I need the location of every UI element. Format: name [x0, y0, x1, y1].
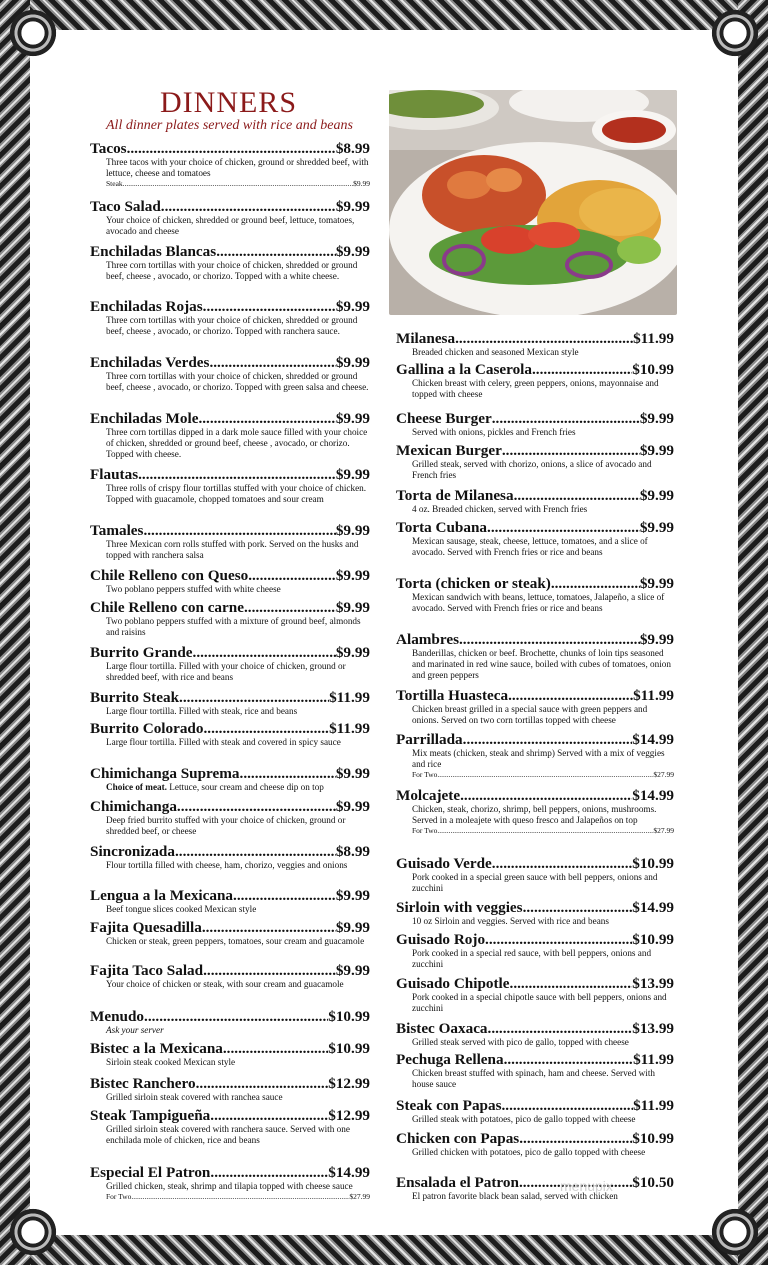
menu-item-description: Mexican sausage, steak, cheese, lettuce, tomatoes, and a slice of avocado. Served with French fries or rice and beans — [412, 536, 648, 557]
menu-item-price: $10.99 — [328, 1008, 370, 1025]
menu-item-name: Bistec Ranchero — [90, 1075, 196, 1092]
menu-item-price: $14.99 — [632, 899, 674, 916]
menu-item-description: Grilled chicken, steak, shrimp and tilapia topped with cheese sauce — [106, 1181, 353, 1191]
menu-item-name: Chimichanga Suprema — [90, 765, 240, 782]
menu-item-header — [90, 1075, 370, 1092]
menu-item-header — [396, 931, 674, 948]
menu-item-price: $9.99 — [639, 631, 674, 648]
menu-item-price: $13.99 — [632, 1020, 674, 1037]
menu-item-name: Lengua a la Mexicana — [90, 887, 234, 904]
rope-border-bottom — [0, 1235, 768, 1265]
menu-item-name: Fajita Taco Salad — [90, 962, 204, 979]
dot-leader — [492, 410, 640, 427]
menu-item-description: Two poblano peppers stuffed with a mixture of ground beef, almonds and raisins — [106, 616, 361, 637]
menu-item-header — [90, 843, 370, 860]
menu-item-description-text: Lettuce, sour cream and cheese dip on top — [166, 782, 324, 792]
menu-item-description: 4 oz. Breaded chicken, served with French fries — [412, 504, 588, 514]
menu-item-name: Molcajete — [396, 787, 461, 804]
menu-item-header — [396, 1051, 674, 1068]
menu-item-price: $9.99 — [335, 644, 370, 661]
menu-item-description: Three corn tortillas with your choice of chicken, shredded or ground beef, cheese , avocado, or chorizo. Topped with a white cheese. — [106, 260, 358, 281]
menu-item — [396, 975, 674, 1014]
dot-leader — [501, 1097, 633, 1114]
rope-knot-icon — [6, 1205, 60, 1259]
option-price: $27.99 — [653, 770, 674, 779]
menu-item-name: Cheese Burger — [396, 410, 492, 427]
watermark: menupix — [560, 1178, 613, 1194]
menu-item-description: Deep fried burrito stuffed with your choice of chicken, ground or shredded beef, or cheese — [106, 815, 346, 836]
dot-leader — [504, 1051, 633, 1068]
menu-item-description: 10 oz Sirloin and veggies. Served with rice and beans — [412, 916, 609, 926]
menu-item-header — [90, 720, 370, 737]
dot-leader — [248, 567, 336, 584]
dot-leader — [161, 198, 336, 215]
menu-item — [396, 330, 674, 358]
menu-item — [396, 631, 674, 681]
dot-leader — [460, 787, 632, 804]
menu-item-header — [90, 198, 370, 215]
menu-item-description: Grilled steak with potatoes, pico de gallo topped with cheese — [412, 1114, 636, 1124]
menu-item-name: Guisado Chipotle — [396, 975, 510, 992]
menu-item-header — [90, 140, 370, 157]
menu-item — [396, 1097, 674, 1125]
menu-item-price: $9.99 — [335, 198, 370, 215]
menu-item-name: Guisado Verde — [396, 855, 492, 872]
menu-item-name: Chimichanga — [90, 798, 177, 815]
menu-item-price: $10.99 — [328, 1040, 370, 1057]
menu-item-price: $12.99 — [328, 1107, 370, 1124]
menu-item-option — [90, 1192, 370, 1202]
menu-item — [90, 720, 370, 748]
menu-item-header — [90, 689, 370, 706]
menu-item-price: $10.99 — [632, 361, 674, 378]
menu-item-description: Large flour tortilla. Filled with steak, rice and beans — [106, 706, 298, 716]
menu-item-description: Grilled steak, served with chorizo, onions, a slice of avocado and French fries — [412, 459, 652, 480]
dot-leader — [488, 1020, 633, 1037]
dot-leader — [502, 442, 640, 459]
menu-item-description: Chicken, steak, chorizo, shrimp, bell peppers, onions, mushrooms. Served in a moleajete with queso fresco and Jalapeños on top — [412, 804, 657, 825]
dot-leader — [244, 599, 336, 616]
menu-item — [396, 1020, 674, 1048]
menu-item-price: $9.99 — [335, 919, 370, 936]
dot-leader — [202, 919, 336, 936]
menu-item-description-emphasis: Choice of meat. — [106, 782, 167, 792]
menu-item-description: Mexican sandwich with beans, lettuce, tomatoes, Jalapeño, a slice of avocado. Served with French fries or rice and beans — [412, 592, 665, 613]
dot-leader — [514, 487, 640, 504]
menu-item — [396, 1174, 674, 1202]
menu-item-header — [90, 298, 370, 315]
menu-item-price: $9.99 — [335, 410, 370, 427]
menu-item — [90, 689, 370, 717]
menu-item — [396, 575, 674, 614]
menu-item-name: Torta de Milanesa — [396, 487, 514, 504]
dot-leader — [123, 179, 353, 189]
menu-item-price: $12.99 — [328, 1075, 370, 1092]
menu-item-header — [396, 442, 674, 459]
menu-item-price: $9.99 — [335, 243, 370, 260]
menu-item-header — [396, 487, 674, 504]
menu-item — [90, 962, 370, 990]
menu-item-header — [396, 631, 674, 648]
menu-item-description: Large flour tortilla. Filled with steak and covered in spicy sauce — [106, 737, 341, 747]
menu-item-header — [396, 330, 674, 347]
menu-item-price: $9.99 — [335, 765, 370, 782]
menu-item-price: $10.50 — [632, 1174, 674, 1191]
menu-item — [90, 1107, 370, 1146]
menu-item-price: $11.99 — [329, 720, 370, 737]
menu-item-option — [396, 770, 674, 780]
menu-item-header — [396, 731, 674, 748]
menu-item-header — [396, 519, 674, 536]
menu-item-header — [90, 466, 370, 483]
menu-item-price: $13.99 — [632, 975, 674, 992]
menu-item-header — [396, 787, 674, 804]
menu-item-description: Pork cooked in a special chipotle sauce with bell peppers, onions and zucchini — [412, 992, 667, 1013]
dot-leader — [223, 1040, 328, 1057]
menu-item-description: Grilled sirloin steak covered with ranchea sauce — [106, 1092, 283, 1102]
menu-item-name: Steak con Papas — [396, 1097, 502, 1114]
menu-item — [396, 442, 674, 481]
option-price: $9.99 — [353, 179, 370, 188]
menu-item-price: $11.99 — [329, 689, 370, 706]
rope-border-left — [0, 0, 30, 1265]
menu-item-price: $9.99 — [335, 798, 370, 815]
menu-item-header — [90, 599, 370, 616]
dot-leader — [203, 720, 329, 737]
page-subtitle: All dinner plates served with rice and beans — [106, 118, 353, 133]
menu-item — [90, 1040, 370, 1068]
menu-item — [90, 522, 370, 561]
dot-leader — [240, 765, 336, 782]
option-label: For Two — [106, 1192, 132, 1201]
menu-item-description: Grilled sirloin steak covered with ranchera sauce. Served with one enchilada mole of chicken, rice and beans — [106, 1124, 350, 1145]
menu-item-header — [396, 1020, 674, 1037]
menu-item-description: Banderillas, chicken or beef. Brochette, chunks of loin tips seasoned and marinated in red wine sauce, boiled with cubes of tomatoes, onion and green peppers — [412, 648, 671, 680]
dot-leader — [127, 140, 336, 157]
menu-item-description: Large flour tortilla. Filled with your choice of chicken, ground or shredded beef, with rice and beans — [106, 661, 346, 682]
food-photo-icon — [389, 90, 677, 315]
menu-item-price: $9.99 — [335, 962, 370, 979]
menu-item-description: Your choice of chicken or steak, with sour cream and guacamole — [106, 979, 344, 989]
menu-item-header — [396, 1174, 674, 1191]
menu-item-name: Enchiladas Verdes — [90, 354, 210, 371]
menu-item-header — [396, 1130, 674, 1147]
menu-item-price: $8.99 — [335, 843, 370, 860]
menu-item — [396, 731, 674, 780]
menu-item — [90, 1164, 370, 1202]
menu-item-description: Three Mexican corn rolls stuffed with pork. Served on the husks and topped with ranchera salsa — [106, 539, 359, 560]
menu-item-description: Grilled chicken with potatoes, pico de gallo topped with cheese — [412, 1147, 646, 1157]
menu-item-price: $9.99 — [639, 575, 674, 592]
dot-leader — [210, 1107, 328, 1124]
menu-item-price: $9.99 — [639, 487, 674, 504]
menu-item-description: El patron favorite black bean salad, served with chicken — [412, 1191, 618, 1201]
menu-item-header — [90, 919, 370, 936]
menu-item-description: Breaded chicken and seasoned Mexican style — [412, 347, 579, 357]
menu-item — [90, 410, 370, 460]
dot-leader — [487, 519, 640, 536]
dot-leader — [131, 1192, 349, 1202]
menu-item — [90, 1008, 370, 1036]
menu-item-name: Chicken con Papas — [396, 1130, 520, 1147]
menu-item-name: Taco Salad — [90, 198, 161, 215]
menu-item-description: Flour tortilla filled with cheese, ham, chorizo, veggies and onions — [106, 860, 348, 870]
dot-leader — [198, 410, 335, 427]
dot-leader — [177, 798, 336, 815]
rope-border-top — [0, 0, 768, 30]
menu-item — [90, 887, 370, 915]
menu-item-description: Ask your server — [106, 1025, 164, 1035]
menu-item-name: Pechuga Rellena — [396, 1051, 504, 1068]
menu-item-header — [90, 765, 370, 782]
menu-item-price: $11.99 — [633, 1051, 674, 1068]
menu-item — [396, 487, 674, 515]
menu-item-header — [90, 1164, 370, 1181]
menu-item-price: $10.99 — [632, 931, 674, 948]
rope-knot-icon — [708, 6, 762, 60]
menu-item-name: Sincronizada — [90, 843, 175, 860]
dot-leader — [203, 962, 336, 979]
menu-item — [90, 798, 370, 837]
dot-leader — [459, 631, 640, 648]
dot-leader — [196, 1075, 329, 1092]
menu-item-name: Burrito Colorado — [90, 720, 204, 737]
menu-item — [90, 466, 370, 505]
menu-item-header — [396, 687, 674, 704]
menu-item-description: Chicken breast stuffed with spinach, ham and cheese. Served with house sauce — [412, 1068, 655, 1089]
menu-item-name: Chile Relleno con Queso — [90, 567, 249, 584]
menu-item — [396, 787, 674, 836]
dot-leader — [492, 855, 632, 872]
menu-item-price: $11.99 — [633, 330, 674, 347]
menu-item-description: Three corn tortillas dipped in a dark mole sauce filled with your choice of chicken, shredded or ground beef, cheese , avocado, or chorizo. Topped with cheese. — [106, 427, 368, 459]
menu-item-name: Tortilla Huasteca — [396, 687, 509, 704]
dot-leader — [455, 330, 633, 347]
menu-item-name: Mexican Burger — [396, 442, 502, 459]
dot-leader — [485, 931, 632, 948]
menu-item — [90, 1075, 370, 1103]
menu-item-description: Mix meats (chicken, steak and shrimp) Served with a mix of veggies and rice — [412, 748, 665, 769]
dot-leader — [523, 899, 633, 916]
menu-item — [90, 599, 370, 638]
menu-item-name: Sirloin with veggies — [396, 899, 523, 916]
menu-item — [90, 298, 370, 337]
rope-knot-icon — [6, 6, 60, 60]
menu-item-name: Gallina a la Caserola — [396, 361, 532, 378]
menu-item — [90, 243, 370, 282]
menu-item — [396, 1051, 674, 1090]
menu-item-price: $9.99 — [639, 442, 674, 459]
menu-item-name: Guisado Rojo — [396, 931, 486, 948]
menu-item-name: Bistec a la Mexicana — [90, 1040, 223, 1057]
menu-item-description: Three rolls of crispy flour tortillas stuffed with your choice of chicken. Topped with guacamole, chopped tomatoes and sour cream — [106, 483, 367, 504]
menu-item-header — [396, 575, 674, 592]
menu-item-description: Your choice of chicken, shredded or ground beef, lettuce, tomatoes, avocado and cheese — [106, 215, 355, 236]
dot-leader — [143, 522, 335, 539]
menu-item-description: Three corn tortillas with your choice of chicken, shredded or ground beef, cheese , avocado, or chorizo. Topped with green salsa and cheese. — [106, 371, 369, 392]
dot-leader — [519, 1130, 632, 1147]
menu-item-description: Sirloin steak cooked Mexican style — [106, 1057, 236, 1067]
menu-item-header — [90, 1008, 370, 1025]
dot-leader — [179, 689, 329, 706]
dot-leader — [209, 354, 335, 371]
menu-item — [396, 899, 674, 927]
menu-item-description: Chicken breast with celery, green peppers, onions, mayonnaise and topped with cheese — [412, 378, 659, 399]
food-photo — [389, 90, 677, 315]
dot-leader — [138, 466, 336, 483]
menu-item-price: $14.99 — [632, 731, 674, 748]
menu-item-price: $11.99 — [633, 1097, 674, 1114]
menu-item-header — [90, 354, 370, 371]
menu-item-name: Tacos — [90, 140, 127, 157]
menu-item-name: Especial El Patron — [90, 1164, 211, 1181]
menu-item-header — [90, 798, 370, 815]
dot-leader — [193, 644, 336, 661]
menu-item-price: $9.99 — [335, 298, 370, 315]
menu-item-description — [90, 782, 370, 793]
menu-item-name: Enchiladas Rojas — [90, 298, 203, 315]
dot-leader — [551, 575, 640, 592]
menu-item-price: $9.99 — [639, 410, 674, 427]
menu-item-price: $9.99 — [335, 466, 370, 483]
page-title: DINNERS — [160, 86, 298, 119]
dot-leader — [437, 826, 653, 836]
menu-item-name: Chile Relleno con carne — [90, 599, 244, 616]
menu-item — [396, 519, 674, 558]
option-label: For Two — [412, 826, 438, 835]
menu-item-name: Ensalada el Patron — [396, 1174, 519, 1191]
menu-item-description: Pork cooked in a special green sauce with bell peppers, onions and zucchini — [412, 872, 658, 893]
dot-leader — [210, 1164, 328, 1181]
menu-item — [90, 140, 370, 189]
dot-leader — [216, 243, 336, 260]
menu-item-header — [90, 243, 370, 260]
menu-item-price: $9.99 — [335, 599, 370, 616]
option-price: $27.99 — [653, 826, 674, 835]
menu-item — [90, 567, 370, 595]
menu-item-description: Two poblano peppers stuffed with white cheese — [106, 584, 281, 594]
dot-leader — [463, 731, 633, 748]
menu-item-description: Pork cooked in a special red sauce, with bell peppers, onions and zucchini — [412, 948, 652, 969]
dot-leader — [144, 1008, 328, 1025]
menu-item-description: Served with onions, pickles and French fries — [412, 427, 576, 437]
menu-item-name: Parrillada — [396, 731, 463, 748]
dot-leader — [510, 975, 633, 992]
option-label: For Two — [412, 770, 438, 779]
dot-leader — [175, 843, 336, 860]
menu-item-header — [396, 410, 674, 427]
menu-item-name: Torta Cubana — [396, 519, 488, 536]
menu-item-price: $14.99 — [328, 1164, 370, 1181]
menu-item-price: $10.99 — [632, 1130, 674, 1147]
menu-item-price: $9.99 — [335, 567, 370, 584]
menu-item — [396, 361, 674, 400]
menu-item-name: Steak Tampigueña — [90, 1107, 211, 1124]
dot-leader — [508, 687, 633, 704]
menu-item-header — [90, 410, 370, 427]
menu-item — [396, 687, 674, 726]
menu-item-header — [396, 975, 674, 992]
menu-item-name: Fajita Quesadilla — [90, 919, 202, 936]
menu-item-price: $9.99 — [335, 887, 370, 904]
option-label: Steak — [106, 179, 123, 188]
menu-item — [396, 931, 674, 970]
menu-item-header — [396, 361, 674, 378]
dot-leader — [437, 770, 653, 780]
rope-knot-icon — [708, 1205, 762, 1259]
menu-item-header — [396, 1097, 674, 1114]
menu-item-price: $10.99 — [632, 855, 674, 872]
menu-item-header — [90, 1040, 370, 1057]
menu-item-price: $9.99 — [639, 519, 674, 536]
menu-item-name: Alambres — [396, 631, 459, 648]
menu-item-header — [396, 899, 674, 916]
menu-item-name: Milanesa — [396, 330, 456, 347]
menu-item-name: Flautas — [90, 466, 139, 483]
menu-item-header — [90, 962, 370, 979]
menu-item-header — [90, 887, 370, 904]
menu-item — [396, 1130, 674, 1158]
menu-item-description: Chicken or steak, green peppers, tomatoes, sour cream and guacamole — [106, 936, 365, 946]
option-price: $27.99 — [349, 1192, 370, 1201]
menu-item — [90, 644, 370, 683]
menu-item-name: Burrito Grande — [90, 644, 193, 661]
menu-item-name: Menudo — [90, 1008, 145, 1025]
rope-border-right — [738, 0, 768, 1265]
menu-item-header — [90, 1107, 370, 1124]
menu-item-price: $9.99 — [335, 354, 370, 371]
menu-item-description: Grilled steak served with pico de gallo, topped with cheese — [412, 1037, 629, 1047]
menu-item-description: Three corn tortillas with your choice of chicken, shredded or ground beef, cheese , avocado, or chorizo. Topped with ranchera sauce. — [106, 315, 358, 336]
menu-item-name: Tamales — [90, 522, 144, 539]
menu-item-header — [90, 522, 370, 539]
menu-item-name: Enchiladas Blancas — [90, 243, 217, 260]
menu-item — [90, 198, 370, 237]
dot-leader — [532, 361, 632, 378]
menu-item-price: $14.99 — [632, 787, 674, 804]
menu-item — [396, 410, 674, 438]
menu-item-option — [90, 179, 370, 189]
menu-item — [90, 765, 370, 793]
menu-item-name: Burrito Steak — [90, 689, 180, 706]
menu-item — [396, 855, 674, 894]
menu-item-name: Torta (chicken or steak) — [396, 575, 551, 592]
menu-item-description: Chicken breast grilled in a special sauce with green peppers and onions. Served on two corn tortillas topped with cheese — [412, 704, 648, 725]
menu-item-price: $9.99 — [335, 522, 370, 539]
dot-leader — [233, 887, 336, 904]
menu-item-price: $11.99 — [633, 687, 674, 704]
menu-item-description: Three tacos with your choice of chicken, ground or shredded beef, with lettuce, cheese and tomatoes — [106, 157, 369, 178]
menu-item — [90, 919, 370, 947]
menu-item-description: Beef tongue slices cooked Mexican style — [106, 904, 257, 914]
menu-item-option — [396, 826, 674, 836]
menu-item-header — [90, 644, 370, 661]
menu-item — [90, 843, 370, 871]
menu-item-name: Enchiladas Mole — [90, 410, 199, 427]
menu-item-price: $8.99 — [335, 140, 370, 157]
menu-item-header — [396, 855, 674, 872]
menu-item — [90, 354, 370, 393]
dot-leader — [203, 298, 336, 315]
menu-item-name: Bistec Oaxaca — [396, 1020, 488, 1037]
menu-item-header — [90, 567, 370, 584]
